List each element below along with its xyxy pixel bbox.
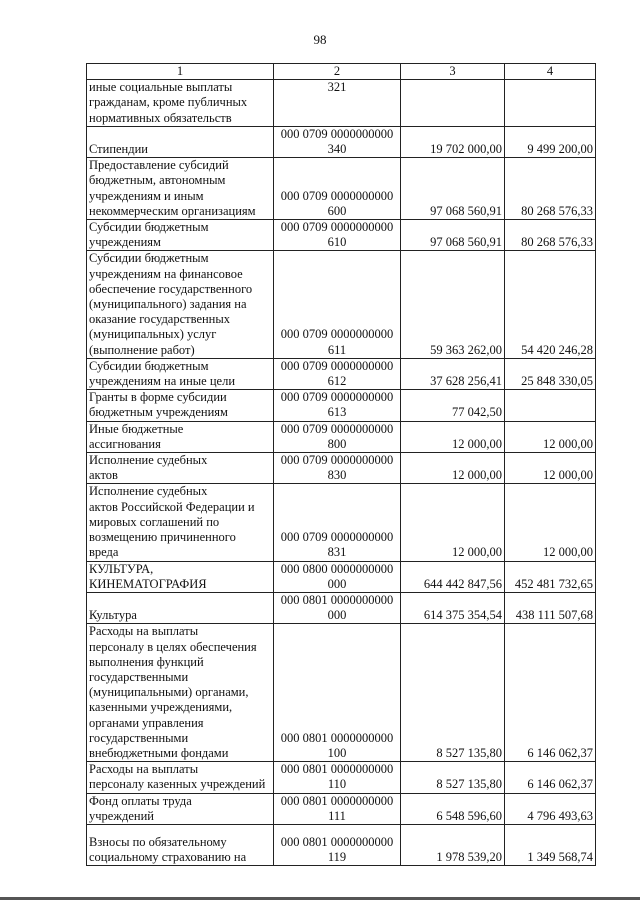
column-header-1: 1 <box>87 64 274 80</box>
cell-value-col3 <box>401 80 505 127</box>
table-row <box>87 421 596 452</box>
table-row <box>87 390 596 421</box>
cell-value-col3: 6 548 596,60 <box>401 793 505 824</box>
table-row <box>87 251 596 358</box>
cell-code: 000 0800 0000000000 000 <box>274 561 401 592</box>
cell-code: 000 0709 0000000000 340 <box>274 126 401 157</box>
cell-code: 000 0709 0000000000 800 <box>274 421 401 452</box>
table-row <box>87 592 596 623</box>
cell-code: 000 0801 0000000000 111 <box>274 793 401 824</box>
table-header-row <box>87 64 596 80</box>
cell-name: Взносы по обязательному социальному страхованию на <box>87 824 274 865</box>
table-row <box>87 824 596 865</box>
cell-value-col3: 37 628 256,41 <box>401 358 505 389</box>
cell-value-col3: 77 042,50 <box>401 390 505 421</box>
table-row <box>87 762 596 793</box>
cell-name: Субсидии бюджетным учреждениям <box>87 220 274 251</box>
cell-value-col3: 1 978 539,20 <box>401 824 505 865</box>
cell-value-col4 <box>505 390 596 421</box>
cell-value-col3: 12 000,00 <box>401 484 505 561</box>
table-row <box>87 126 596 157</box>
cell-value-col4: 12 000,00 <box>505 421 596 452</box>
cell-value-col3: 614 375 354,54 <box>401 592 505 623</box>
cell-code: 000 0709 0000000000 830 <box>274 453 401 484</box>
cell-code: 000 0801 0000000000 119 <box>274 824 401 865</box>
cell-code: 000 0801 0000000000 100 <box>274 624 401 762</box>
cell-name: Стипендии <box>87 126 274 157</box>
cell-name: Исполнение судебных актов <box>87 453 274 484</box>
cell-value-col4: 80 268 576,33 <box>505 220 596 251</box>
cell-value-col3: 97 068 560,91 <box>401 158 505 220</box>
cell-value-col4: 54 420 246,28 <box>505 251 596 358</box>
cell-value-col4: 80 268 576,33 <box>505 158 596 220</box>
cell-value-col4: 6 146 062,37 <box>505 762 596 793</box>
cell-value-col4: 12 000,00 <box>505 484 596 561</box>
cell-code: 321 <box>274 80 401 127</box>
column-header-3: 3 <box>401 64 505 80</box>
cell-value-col3: 12 000,00 <box>401 453 505 484</box>
cell-value-col4: 1 349 568,74 <box>505 824 596 865</box>
cell-name: Расходы на выплаты персоналу казенных учреждений <box>87 762 274 793</box>
cell-name: иные социальные выплаты гражданам, кроме публичных нормативных обязательств <box>87 80 274 127</box>
page-number: 98 <box>313 32 327 47</box>
table-row <box>87 624 596 762</box>
cell-value-col4: 438 111 507,68 <box>505 592 596 623</box>
cell-value-col4: 4 796 493,63 <box>505 793 596 824</box>
column-header-2: 2 <box>274 64 401 80</box>
cell-name: Фонд оплаты труда учреждений <box>87 793 274 824</box>
cell-value-col3: 8 527 135,80 <box>401 762 505 793</box>
cell-value-col3: 59 363 262,00 <box>401 251 505 358</box>
cell-name: Иные бюджетные ассигнования <box>87 421 274 452</box>
cell-name: КУЛЬТУРА, КИНЕМАТОГРАФИЯ <box>87 561 274 592</box>
table-row <box>87 793 596 824</box>
cell-value-col4: 452 481 732,65 <box>505 561 596 592</box>
cell-code: 000 0709 0000000000 613 <box>274 390 401 421</box>
cell-value-col3: 12 000,00 <box>401 421 505 452</box>
cell-code: 000 0709 0000000000 611 <box>274 251 401 358</box>
cell-value-col4: 9 499 200,00 <box>505 126 596 157</box>
cell-code: 000 0709 0000000000 610 <box>274 220 401 251</box>
cell-name: Субсидии бюджетным учреждениям на иные цели <box>87 358 274 389</box>
cell-value-col3: 8 527 135,80 <box>401 624 505 762</box>
cell-value-col3: 19 702 000,00 <box>401 126 505 157</box>
cell-name: Субсидии бюджетным учреждениям на финансовое обеспечение государственного (муниципального) задания на оказание государственных (муниципальных) услуг (выполнение работ) <box>87 251 274 358</box>
budget-table-body <box>87 64 596 866</box>
table-row <box>87 80 596 127</box>
cell-value-col4: 25 848 330,05 <box>505 358 596 389</box>
table-row <box>87 561 596 592</box>
cell-value-col4: 6 146 062,37 <box>505 624 596 762</box>
cell-code: 000 0709 0000000000 831 <box>274 484 401 561</box>
cell-value-col3: 97 068 560,91 <box>401 220 505 251</box>
cell-name: Гранты в форме субсидии бюджетным учреждениям <box>87 390 274 421</box>
cell-code: 000 0709 0000000000 600 <box>274 158 401 220</box>
table-row <box>87 358 596 389</box>
cell-name: Расходы на выплаты персоналу в целях обеспечения выполнения функций государственными (муниципальными) органами, казенными учреждениями, органами управления государственными внебюджетными фондами <box>87 624 274 762</box>
cell-code: 000 0801 0000000000 110 <box>274 762 401 793</box>
cell-name: Предоставление субсидий бюджетным, автономным учреждениям и иным некоммерческим организациям <box>87 158 274 220</box>
budget-table <box>86 63 596 866</box>
cell-value-col4 <box>505 80 596 127</box>
cell-code: 000 0801 0000000000 000 <box>274 592 401 623</box>
cell-value-col3: 644 442 847,56 <box>401 561 505 592</box>
table-row <box>87 158 596 220</box>
cell-name: Культура <box>87 592 274 623</box>
table-row <box>87 484 596 561</box>
table-row <box>87 220 596 251</box>
cell-name: Исполнение судебных актов Российской Федерации и мировых соглашений по возмещению причиненного вреда <box>87 484 274 561</box>
table-row <box>87 453 596 484</box>
column-header-4: 4 <box>505 64 596 80</box>
cell-value-col4: 12 000,00 <box>505 453 596 484</box>
cell-code: 000 0709 0000000000 612 <box>274 358 401 389</box>
